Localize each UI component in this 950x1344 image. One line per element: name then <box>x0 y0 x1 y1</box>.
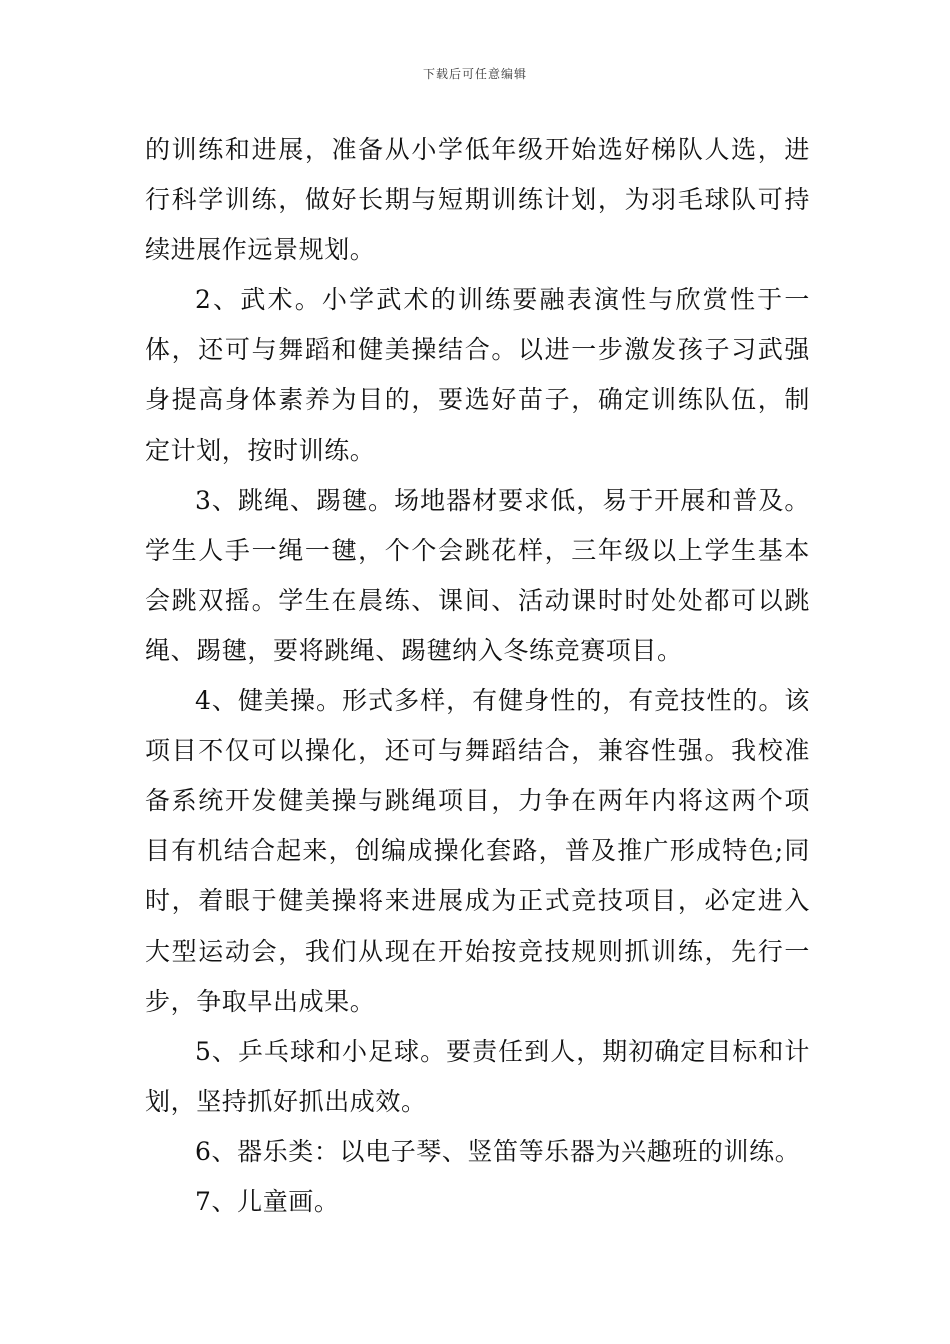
paragraph-2: 2、武术。小学武术的训练要融表演性与欣赏性于一体，还可与舞蹈和健美操结合。以进一步激发孩子习武强身提高身体素养为目的，要选好苗子，确定训练队伍，制定计划，按时训练。 <box>145 285 810 465</box>
document-body <box>145 125 810 1227</box>
paragraph-1: 的训练和进展，准备从小学低年级开始选好梯队人选，进行科学训练，做好长期与短期训练计划，为羽毛球队可持续进展作远景规划。 <box>145 135 810 265</box>
paragraph-7: 7、儿童画。 <box>195 1186 340 1216</box>
paragraph-5: 5、乒乓球和小足球。要责任到人，期初确定目标和计划，坚持抓好抓出成效。 <box>145 1036 810 1116</box>
paragraph-3: 3、跳绳、踢毽。场地器材要求低，易于开展和普及。学生人手一绳一毽，个个会跳花样，三年级以上学生基本会跳双摇。学生在晨练、课间、活动课时时处处都可以跳绳、踢毽，要将跳绳、踢毽纳入冬练竞赛项目。 <box>145 485 810 665</box>
page-header: 下载后可任意编辑 <box>422 67 527 81</box>
paragraph-6: 6、器乐类：以电子琴、竖笛等乐器为兴趣班的训练。 <box>195 1136 801 1166</box>
paragraph-4: 4、健美操。形式多样，有健身性的，有竞技性的。该项目不仅可以操化，还可与舞蹈结合，兼容性强。我校准备系统开发健美操与跳绳项目，力争在两年内将这两个项目有机结合起来，创编成操化套路，普及推广形成特色;同时，着眼于健美操将来进展成为正式竞技项目，必定进入大型运动会，我们从现在开始按竞技规则抓训练，先行一步，争取早出成果。 <box>145 686 810 1016</box>
